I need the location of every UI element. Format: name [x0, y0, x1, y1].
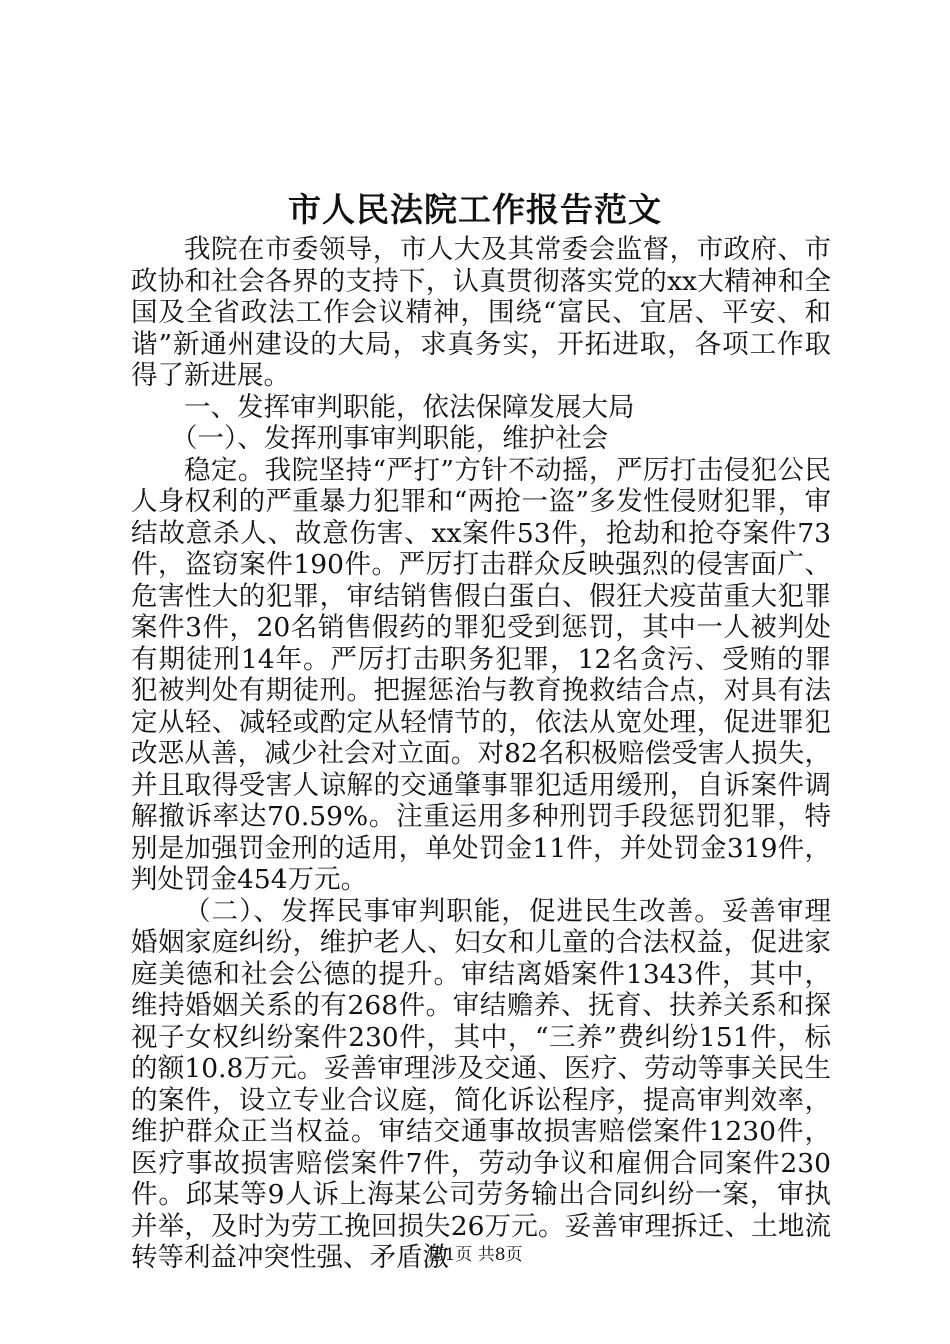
subsection-heading-criminal: （一）、发挥刑事审判职能，维护社会 — [171, 423, 609, 454]
document-body — [131, 234, 831, 1274]
document-title: 市人民法院工作报告范文 — [288, 190, 662, 229]
civil-trial-paragraph: （二）、发挥民事审判职能，促进民生改善。妥善审理婚姻家庭纠纷，维护老人、妇女和儿童的合法权益，促进家庭美德和社会公德的提升。审结离婚案件1343件，其中，维持婚姻关系的有268件。审结赡养、抚育、扶养关系和探视子女权纠纷案件230件，其中，“三养”费纠纷151件，标的额10.8万元。妥善审理涉及交通、医疗、劳动等事关民生的案件，设立专业合议庭，简化诉讼程序，提高审判效率，维护群众正当权益。审结交通事故损害赔偿案件1230件，医疗事故损害赔偿案件7件，劳动争议和雇佣合同案件230件。邱某等9人诉上海某公司劳务输出合同纠纷一案，审执并举，及时为劳工挽回损失26万元。妥善审理拆迁、土地流转等利益冲突性强、矛盾激 — [131, 895, 831, 1273]
section-heading: 一、发挥审判职能，依法保障发展大局 — [184, 391, 635, 423]
intro-paragraph: 我院在市委领导，市人大及其常委会监督，市政府、市政协和社会各界的支持下，认真贯彻落实党的xx大精神和全国及全省政法工作会议精神，围绕“富民、宜居、平安、和谐”新通州建设的大局，求真务实，开拓进取，各项工作取得了新进展。 — [131, 234, 831, 391]
criminal-trial-paragraph: 稳定。我院坚持“严打”方针不动摇，严厉打击侵犯公民人身权利的严重暴力犯罪和“两抢一盗”多发性侵财犯罪，审结故意杀人、故意伤害、xx案件53件，抢劫和抢夺案件73件，盗窃案件190件。严厉打击群众反映强烈的侵害面广、危害性大的犯罪，审结销售假白蛋白、假狂犬疫苗重大犯罪案件3件，20名销售假药的罪犯受到惩罚，其中一人被判处有期徒刑14年。严厉打击职务犯罪，12名贪污、受贿的罪犯被判处有期徒刑。把握惩治与教育挽救结合点，对具有法定从轻、减轻或酌定从轻情节的，依法从宽处理，促进罪犯改恶从善，减少社会对立面。对82名积极赔偿受害人损失，并且取得受害人谅解的交通肇事罪犯适用缓刑，自诉案件调解撤诉率达70.59%。注重运用多种刑罚手段惩罚犯罪，特别是加强罚金刑的适用，单处罚金11件，并处罚金319件，判处罚金454万元。 — [131, 454, 831, 895]
page-number-footer: 第1页 共8页 — [427, 1245, 523, 1265]
